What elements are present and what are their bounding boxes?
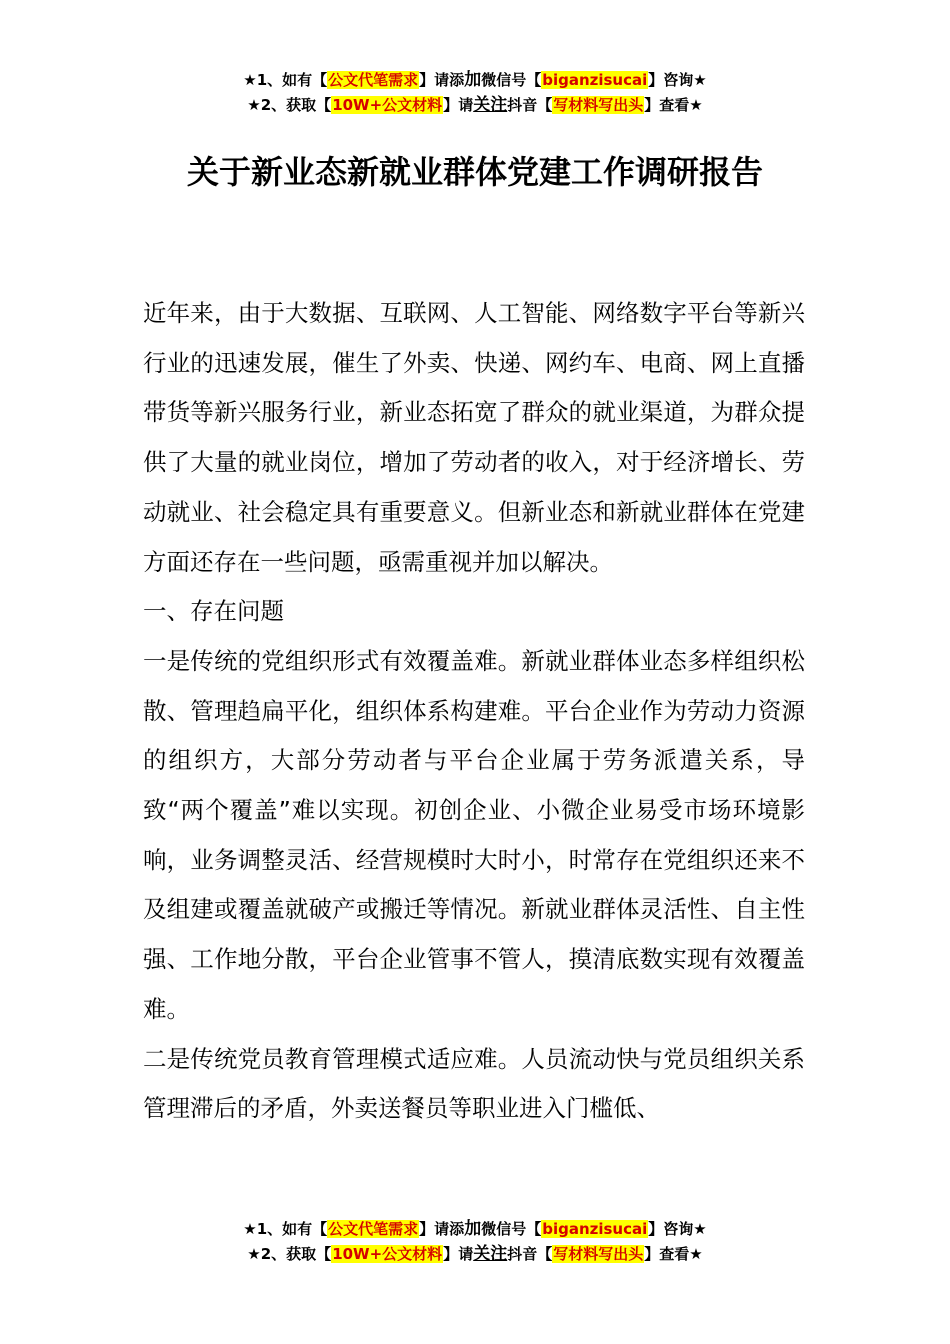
paragraph-problem-1: 一是传统的党组织形式有效覆盖难。新就业群体业态多样组织松散、管理趋扁平化，组织体系构建难。平台企业作为劳动力资源的组织方，大部分劳动者与平台企业属于劳务派遣关系，导致“两个覆盖”难以实现。初创企业、小微企业易受市场环境影响，业务调整灵活、经营规模时大时小，时常存在党组织还来不及组建或覆盖就破产或搬迁等情况。新就业群体灵活性、自主性强、工作地分散，平台企业管事不管人，摸清底数实现有效覆盖难。 — [143, 646, 805, 1023]
top-ad-banner — [0, 68, 950, 118]
ad-text: 】查看★ — [644, 1245, 703, 1263]
ad-line-2 — [0, 93, 950, 118]
ad-line-1 — [0, 1217, 950, 1242]
ad-text: ★1、如有【 — [243, 1220, 328, 1238]
ad-line-1 — [0, 68, 950, 93]
ad-text: 】请添 — [419, 71, 465, 89]
ad-text: 抖音【 — [507, 1245, 553, 1263]
ad-highlight: 10W+公文材料 — [332, 96, 443, 114]
ad-emphasis: 加 — [464, 1219, 482, 1239]
ad-text: ★1、如有【 — [243, 71, 328, 89]
document-title: 关于新业态新就业群体党建工作调研报告 — [186, 153, 763, 191]
ad-emphasis: 加 — [464, 70, 482, 90]
bottom-ad-banner — [0, 1217, 950, 1267]
ad-highlight: 10W+公文材料 — [332, 1245, 443, 1263]
ad-text: ★2、获取【 — [247, 1245, 332, 1263]
paragraph-intro: 近年来，由于大数据、互联网、人工智能、网络数字平台等新兴行业的迅速发展，催生了外卖、快递、网约车、电商、网上直播带货等新兴服务行业，新业态拓宽了群众的就业渠道，为群众提供了大量的就业岗位，增加了劳动者的收入，对于经济增长、劳动就业、社会稳定具有重要意义。但新业态和新就业群体在党建方面还存在一些问题，亟需重视并加以解决。 — [143, 299, 805, 576]
ad-highlight: 公文代笔需求 — [328, 1220, 419, 1238]
paragraph-problem-2: 二是传统党员教育管理模式适应难。人员流动快与党员组织关系管理滞后的矛盾，外卖送餐员等职业进入门槛低、 — [143, 1044, 805, 1123]
ad-text: 抖音【 — [507, 96, 553, 114]
ad-line-2 — [0, 1242, 950, 1267]
ad-text: ★2、获取【 — [247, 96, 332, 114]
ad-highlight: 公文代笔需求 — [328, 71, 419, 89]
ad-text: 微信号【 — [481, 71, 542, 89]
ad-text: 】请添 — [419, 1220, 465, 1238]
ad-text: 】请 — [443, 1245, 474, 1263]
ad-highlight: 写材料写出头 — [553, 96, 644, 114]
ad-text: 】查看★ — [644, 96, 703, 114]
document-body — [143, 289, 805, 1134]
ad-highlight: 写材料写出头 — [553, 1245, 644, 1263]
ad-highlight: biganzisucai — [542, 71, 648, 89]
ad-text: 】请 — [443, 96, 474, 114]
ad-text: 】咨询★ — [648, 1220, 707, 1238]
ad-emphasis: 关注 — [473, 1244, 508, 1264]
ad-text: 微信号【 — [481, 1220, 542, 1238]
ad-emphasis: 关注 — [473, 95, 508, 115]
ad-highlight: biganzisucai — [542, 1220, 648, 1238]
ad-text: 】咨询★ — [648, 71, 707, 89]
section-heading: 一、存在问题 — [143, 597, 284, 626]
